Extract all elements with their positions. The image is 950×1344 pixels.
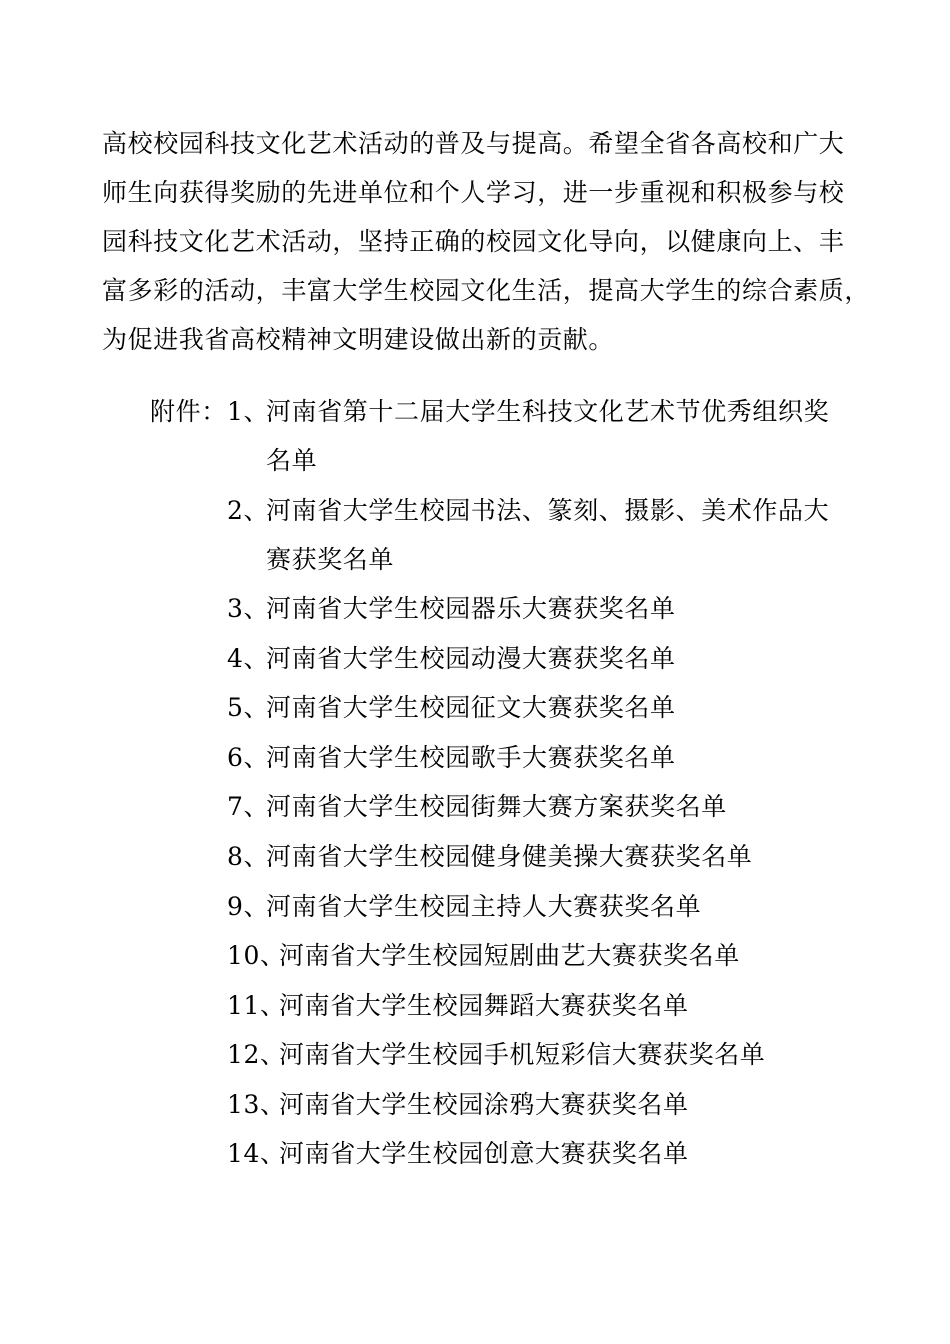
attachment-item-title: 河南省第十二届大学生科技文化艺术节优秀组织奖 [266,397,830,426]
attachment-item-number: 5、 [227,693,270,722]
attachment-item-number: 6、 [227,743,270,772]
attachment-item-title: 河南省大学生校园短剧曲艺大赛获奖名单 [279,941,740,970]
attachment-item-number: 14、 [227,1139,286,1168]
attachment-item-title: 河南省大学生校园主持人大赛获奖名单 [266,892,702,921]
paragraph-line-1: 高校校园科技文化艺术活动的普及与提高。希望全省各高校和广大 [102,129,845,158]
attachment-item-number: 2、 [227,496,270,525]
attachment-item-number: 4、 [227,644,270,673]
attachment-item-number: 3、 [227,594,270,623]
attachment-item-title: 河南省大学生校园歌手大赛获奖名单 [266,743,676,772]
attachment-item-title: 河南省大学生校园创意大赛获奖名单 [279,1139,689,1168]
attachment-item-title-continued: 赛获奖名单 [266,545,395,574]
attachment-item-title: 河南省大学生校园书法、篆刻、摄影、美术作品大 [266,496,830,525]
attachment-item-title: 河南省大学生校园动漫大赛获奖名单 [266,644,676,673]
paragraph-line-4: 富多彩的活动，丰富大学生校园文化生活，提高大学生的综合素质， [102,276,871,305]
attachment-item-number: 8、 [227,842,270,871]
attachment-item-title: 河南省大学生校园街舞大赛方案获奖名单 [266,792,727,821]
attachment-item-title: 河南省大学生校园征文大赛获奖名单 [266,693,676,722]
attachment-item-title: 河南省大学生校园健身健美操大赛获奖名单 [266,842,753,871]
paragraph-line-3: 园科技文化艺术活动，坚持正确的校园文化导向，以健康向上、丰 [102,227,845,256]
paragraph-line-5: 为促进我省高校精神文明建设做出新的贡献。 [102,325,615,354]
attachment-item-title: 河南省大学生校园舞蹈大赛获奖名单 [279,991,689,1020]
attachment-item-number: 7、 [227,792,270,821]
attachment-item-number: 1、 [227,397,270,426]
attachment-item-number: 12、 [227,1040,286,1069]
attachment-item-title: 河南省大学生校园涂鸦大赛获奖名单 [279,1090,689,1119]
attachment-item-number: 11、 [227,991,286,1020]
attachment-item-title: 河南省大学生校园手机短彩信大赛获奖名单 [279,1040,766,1069]
attachment-item-title-continued: 名单 [266,446,318,475]
attachment-item-number: 9、 [227,892,270,921]
attachment-item-title: 河南省大学生校园器乐大赛获奖名单 [266,594,676,623]
paragraph-line-2: 师生向获得奖励的先进单位和个人学习，进一步重视和积极参与校 [102,178,845,207]
attachments-label: 附件： [150,397,227,426]
attachment-item-number: 10、 [227,941,286,970]
attachment-item-number: 13、 [227,1090,286,1119]
